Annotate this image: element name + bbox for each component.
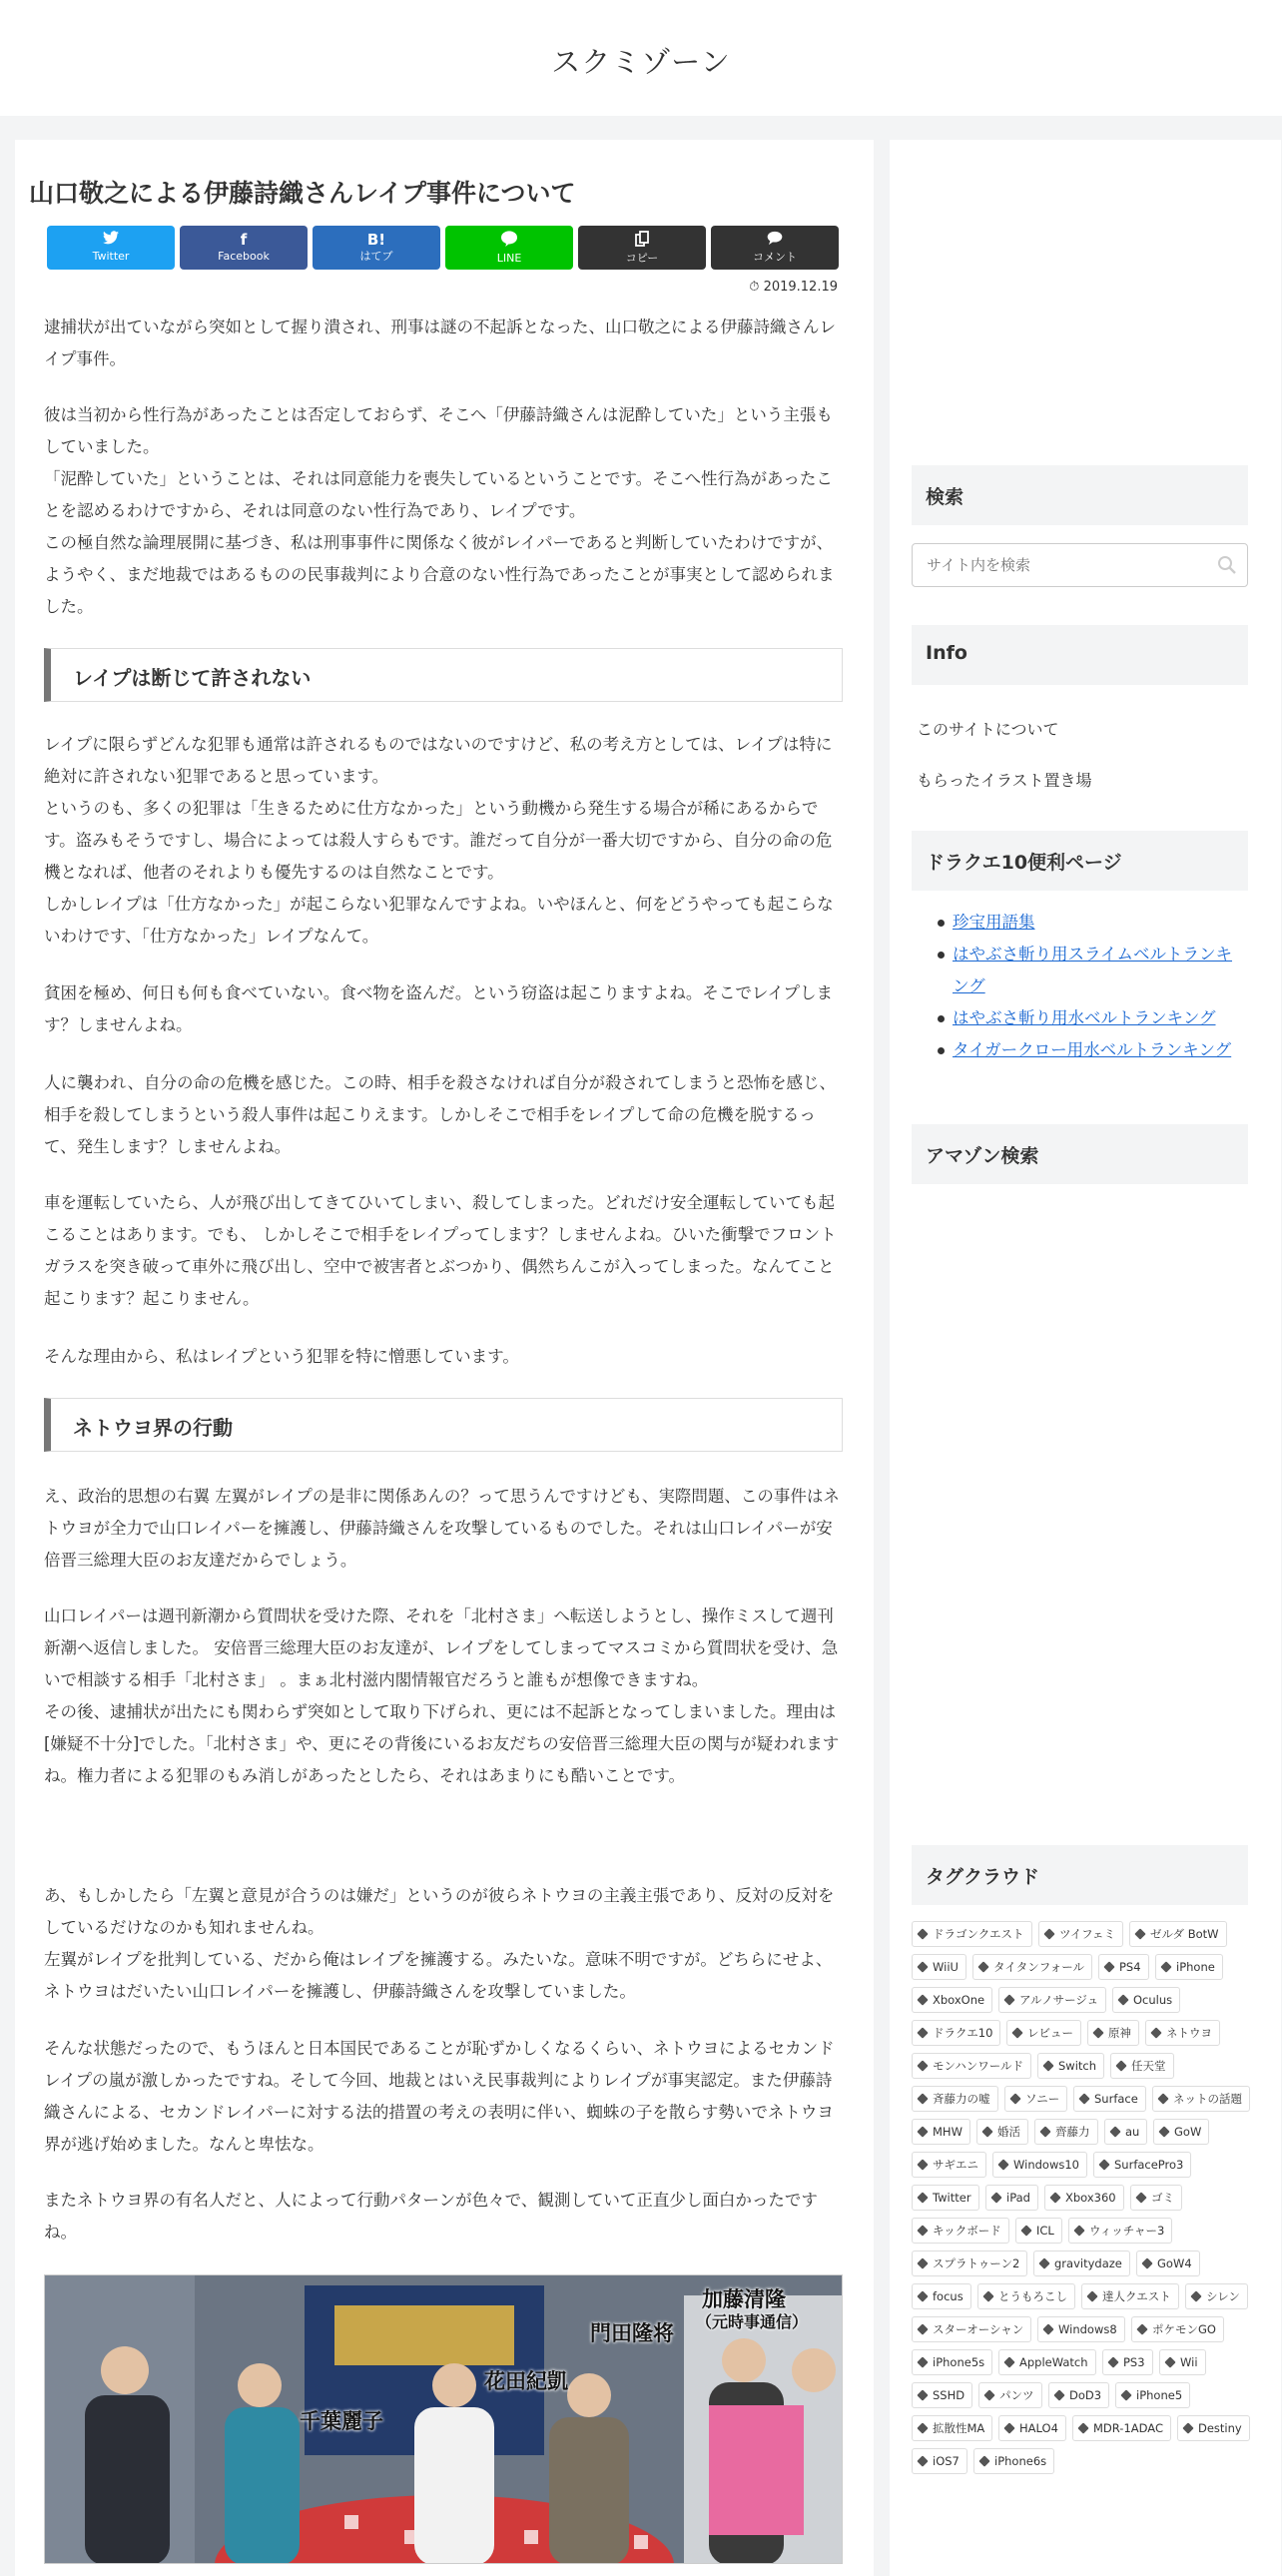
tag-label: WiiU (933, 1960, 959, 1974)
hatena-share-button[interactable] (313, 226, 440, 270)
hatena-bookmark-icon: B! (366, 231, 386, 249)
tag-label: ネットの話題 (1173, 2092, 1242, 2106)
tag-link[interactable] (912, 1987, 992, 2013)
paragraph: またネトウヨ界の有名人だと、人によって行動パターンが色々で、観測していて正直少し面白かったですね。 (44, 2191, 818, 2242)
tag-label: Oculus (1133, 1993, 1173, 2007)
tag-link[interactable] (912, 2448, 967, 2474)
amazon-widget-heading: アマゾン検索 (912, 1124, 1248, 1184)
share-label: コピー (625, 252, 659, 265)
tag-icon (1164, 2356, 1175, 2367)
search-widget-heading: 検索 (912, 465, 1248, 525)
tag-icon (917, 2060, 928, 2071)
twitter-icon (47, 231, 175, 249)
tag-link[interactable] (1044, 2185, 1124, 2211)
info-link-about[interactable]: このサイトについて (917, 720, 1059, 739)
tag-icon (1003, 1994, 1014, 2005)
tag-label: Twitter (933, 2191, 971, 2205)
tag-link[interactable] (1112, 1987, 1180, 2013)
share-label: Facebook (218, 250, 270, 263)
dq10-link[interactable]: タイガークロー用水ベルトランキング (953, 1040, 1232, 1059)
tag-icon (917, 2323, 928, 2334)
share-label: コメント (753, 251, 797, 264)
tag-label: 達人クエスト (1102, 2289, 1171, 2303)
tag-link[interactable] (998, 2415, 1066, 2441)
tag-icon (1043, 1928, 1054, 1939)
tag-link[interactable] (1038, 1921, 1123, 1947)
tag-icon (1182, 2422, 1193, 2433)
tag-icon (917, 2093, 928, 2104)
tag-link[interactable] (1177, 2415, 1250, 2441)
tag-link[interactable] (1037, 2316, 1125, 2342)
tag-icon (997, 2159, 1008, 2170)
tag-link[interactable] (1130, 2185, 1182, 2211)
tag-icon (978, 2455, 989, 2466)
search-input[interactable] (912, 543, 1248, 587)
tag-label: ドラクエ10 (933, 2026, 993, 2040)
tag-link[interactable] (912, 2251, 1027, 2276)
paragraph: 彼は当初から性行為があったことは否定しておらず、そこへ「伊藤詩織さんは泥酔していた」という主張もしていました。 「泥酔していた」ということは、それは同意能力を喪失しているということです。そこへ性行為があったことを認めるわけですから、それは同意のない性行為であり、レイプです。 この極自然な論理展開に基づき、私は刑事事件に関係なく彼がレイパーであると判断していたわけですが、ようやく、まだ地裁ではあるものの民事裁判により合意のない性行為であったことが事実として認められました。 (44, 405, 835, 616)
dq10-link[interactable]: はやぶさ斬り用スライムベルトランキング (953, 945, 1233, 995)
tag-label: ポケモンGO (1152, 2322, 1216, 2336)
tag-label: focus (933, 2289, 963, 2303)
tag-link[interactable] (912, 2185, 979, 2211)
tag-link[interactable] (1153, 2119, 1209, 2145)
tag-link[interactable] (912, 2152, 986, 2178)
caption-kadota: 門田隆将 (590, 2321, 674, 2345)
caption-chiba: 千葉麗子 (300, 2409, 383, 2433)
dq10-link[interactable]: 珍宝用語集 (953, 913, 1035, 932)
tag-label: Xbox360 (1065, 2191, 1116, 2205)
tag-label: 婚活 (997, 2125, 1020, 2139)
tag-label: シレン (1206, 2289, 1240, 2303)
site-header (0, 0, 1282, 116)
dq10-link[interactable]: はやぶさ斬り用水ベルトランキング (953, 1008, 1216, 1027)
tag-label: Switch (1058, 2059, 1097, 2073)
tag-label: iPhone5s (933, 2355, 985, 2369)
tag-link[interactable] (1145, 2020, 1220, 2046)
tag-label: ツイフェミ (1059, 1927, 1116, 1941)
tag-link[interactable] (1155, 1954, 1223, 1980)
tag-link[interactable] (1159, 2349, 1206, 2375)
paragraph: あ、もしかしたら「左翼と意見が合うのは嫌だ」というのが彼らネトウヨの主義主張であり、反対の反対をしているだけなのかも知れませんね。 左翼がレイプを批判している、だから俺はレイプを擁護する。みたいな。意味不明ですが。どちらにせよ、ネトウヨはだいたい山口レイパーを擁護し、伊藤詩織さんを攻撃していました。 (44, 1886, 835, 2001)
tag-label: 任天堂 (1131, 2059, 1166, 2073)
tag-link[interactable] (976, 2119, 1028, 2145)
paragraph: 山口レイパーは週刊新潮から質問状を受けた際、それを「北村さま」へ転送しようとし、操作ミスして週刊新潮へ返信しました。 安倍晋三総理大臣のお友達が、レイプをしてしまってマスコミから質問状を受け、急いで相談する相手「北村さま」 。まぁ北村滋内閣情報官だろうと誰もが想像できますね。 その後、逮捕状が出たにも関わらず突如として取り下げられ、更には不起訴となってしまいました。理由は[嫌疑不十分]でした。「北村さま」や、更にその背後にいるお友だちの安倍晋三総理大臣の関与が疑われますね。権力者による犯罪のもみ消しがあったとしたら、それはあまりにも酷いことです。 (44, 1607, 840, 1785)
tag-icon (1141, 2257, 1152, 2268)
tag-icon (917, 2225, 928, 2236)
tag-link[interactable] (1102, 2349, 1153, 2375)
share-label: Twitter (92, 250, 130, 263)
tag-link[interactable] (1087, 2020, 1139, 2046)
tag-icon (917, 2027, 928, 2038)
tag-label: 齊藤力 (1055, 2125, 1090, 2139)
article-image (44, 2274, 843, 2564)
tag-link[interactable] (1073, 2086, 1146, 2112)
tag-link[interactable] (1006, 2020, 1081, 2046)
tag-link[interactable] (992, 2152, 1087, 2178)
tag-icon (983, 2389, 994, 2400)
tag-link[interactable] (912, 2349, 992, 2375)
tag-label: MDR-1ADAC (1093, 2421, 1163, 2435)
date-text: 2019.12.19 (763, 280, 838, 295)
tag-link[interactable] (1098, 1954, 1149, 1980)
comment-button[interactable] (711, 226, 839, 270)
tag-link[interactable] (1104, 2119, 1147, 2145)
tag-icon (917, 2356, 928, 2367)
tag-link[interactable] (1152, 2086, 1250, 2112)
tag-label: パンツ (999, 2388, 1034, 2402)
tagcloud-widget-heading: タグクラウド (912, 1845, 1248, 1905)
tag-link[interactable] (912, 1954, 966, 1980)
tag-link[interactable] (978, 2382, 1042, 2408)
tag-icon (1098, 2159, 1109, 2170)
tag-label: 拡散性MA (933, 2421, 985, 2435)
tag-link[interactable] (912, 2020, 1000, 2046)
post-title: 山口敬之による伊藤詩織さんレイプ事件について (29, 179, 576, 208)
tag-link[interactable] (912, 2415, 992, 2441)
tag-label: DoD3 (1069, 2388, 1102, 2402)
paragraph: え、政治的思想の右翼 左翼がレイプの是非に関係あんの？って思うんですけども、実際問題、この事件はネトウヨが全力で山口レイパーを擁護し、伊藤詩織さんを攻撃しているものでした。それは山口レイパーが安倍晋三総理大臣のお友達だからでしょう。 (44, 1487, 840, 1570)
share-label: はてブ (359, 250, 393, 263)
tag-label: SurfacePro3 (1114, 2158, 1184, 2172)
tag-icon (1117, 1994, 1128, 2005)
tag-icon (1038, 2257, 1049, 2268)
tag-icon (917, 2159, 928, 2170)
tag-label: ICL (1036, 2224, 1054, 2238)
tag-icon (990, 2192, 1001, 2203)
tag-link[interactable] (912, 1921, 1032, 1947)
tag-link[interactable] (1115, 2382, 1190, 2408)
tag-icon (917, 2290, 928, 2301)
tag-link[interactable] (977, 2283, 1075, 2309)
dq10-widget-heading: ドラクエ10便利ページ (912, 831, 1248, 891)
tag-link[interactable] (912, 2283, 971, 2309)
tag-link[interactable] (985, 2185, 1038, 2211)
list-bullet (938, 920, 945, 927)
tag-link[interactable] (1015, 2218, 1062, 2244)
tag-label: ソニー (1025, 2092, 1060, 2106)
tag-link[interactable] (1033, 2251, 1130, 2276)
tag-label: スプラトゥーン2 (933, 2256, 1020, 2270)
tag-link[interactable] (1110, 2053, 1174, 2079)
tag-icon (1011, 2027, 1022, 2038)
tag-icon (1120, 2389, 1131, 2400)
tag-label: キックボード (933, 2224, 1001, 2238)
tag-link[interactable] (1093, 2152, 1191, 2178)
tag-link[interactable] (972, 1954, 1092, 1980)
tag-label: MHW (933, 2125, 962, 2139)
tag-icon (1003, 2422, 1014, 2433)
tag-icon (917, 2126, 928, 2137)
tag-icon (1086, 2290, 1097, 2301)
tag-label: iPhone5 (1136, 2388, 1183, 2402)
tag-label: 斉藤力の嘘 (933, 2092, 990, 2106)
facebook-icon: f (240, 231, 248, 249)
search-icon[interactable] (1217, 555, 1237, 575)
tag-link[interactable] (1129, 1921, 1227, 1947)
tag-label: タイタンフォール (993, 1960, 1084, 1974)
tag-icon (917, 2422, 928, 2433)
tag-icon (1109, 2126, 1120, 2137)
tag-label: ウィッチャー3 (1089, 2224, 1165, 2238)
tag-label: レビュー (1027, 2026, 1073, 2040)
tag-icon (917, 2389, 928, 2400)
paragraph: 貧困を極め、何日も何も食べていない。食べ物を盗んだ。という窃盗は起こりますよね。そこでレイプします？しませんよね。 (44, 983, 834, 1034)
tag-label: iPhone6s (994, 2454, 1047, 2468)
tag-icon (1053, 2389, 1064, 2400)
clock-icon: ⏱ (749, 280, 760, 295)
twitter-share-button[interactable] (47, 226, 175, 270)
tag-icon (1042, 2323, 1053, 2334)
caption-kato: 加藤清隆 (702, 2287, 786, 2311)
tag-icon (977, 1961, 988, 1972)
paragraph: 人に襲われ、自分の命の危機を感じた。この時、相手を殺さなければ自分が殺されてしまうと恐怖を感じ、相手を殺してしまうという殺人事件は起こりえます。しかしそこで相手をレイプして命の危機を脱するって、発生します？しませんよね。 (44, 1073, 836, 1156)
facebook-share-button[interactable] (180, 226, 308, 270)
tag-link[interactable] (1072, 2415, 1171, 2441)
tag-link[interactable] (1004, 2086, 1067, 2112)
line-share-button[interactable] (445, 226, 573, 270)
tag-label: AppleWatch (1019, 2355, 1088, 2369)
tag-link[interactable] (912, 2119, 970, 2145)
tag-label: Wii (1180, 2355, 1198, 2369)
tag-icon (1073, 2225, 1084, 2236)
tag-label: XboxOne (933, 1993, 985, 2007)
tag-label: 原神 (1108, 2026, 1131, 2040)
tag-label: SSHD (933, 2388, 965, 2402)
tag-icon (917, 1994, 928, 2005)
list-bullet (938, 1047, 945, 1054)
tag-icon (1049, 2192, 1060, 2203)
tag-icon (982, 2290, 993, 2301)
tag-label: とうもろこし (998, 2289, 1067, 2303)
tag-link[interactable] (1081, 2283, 1179, 2309)
tag-icon (1136, 2323, 1147, 2334)
tag-icon (917, 2455, 928, 2466)
section-heading-text: ネトウヨ界の行動 (73, 1416, 233, 1440)
tag-link[interactable] (1131, 2316, 1224, 2342)
tag-link[interactable] (1136, 2251, 1200, 2276)
tag-icon (917, 2257, 928, 2268)
tag-icon (1039, 2126, 1050, 2137)
tag-link[interactable] (912, 2086, 998, 2112)
tag-link[interactable] (912, 2053, 1031, 2079)
tag-label: Windows8 (1058, 2322, 1117, 2336)
tag-label: HALO4 (1019, 2421, 1058, 2435)
tag-link[interactable] (1068, 2218, 1172, 2244)
tag-icon (1042, 2060, 1053, 2071)
tag-label: ゼルダ BotW (1150, 1927, 1219, 1941)
tag-icon (1158, 2126, 1169, 2137)
section-heading (44, 1398, 843, 1452)
tag-label: ゴミ (1151, 2191, 1174, 2205)
tag-label: gravitydaze (1054, 2256, 1122, 2270)
tag-icon (1135, 2192, 1146, 2203)
copy-button[interactable] (578, 226, 706, 270)
tag-icon (1009, 2093, 1020, 2104)
list-bullet (938, 952, 945, 959)
tag-link[interactable] (1185, 2283, 1248, 2309)
share-label: LINE (496, 252, 522, 265)
tag-label: Windows10 (1013, 2158, 1079, 2172)
post-date (749, 280, 838, 295)
tag-icon (1003, 2356, 1014, 2367)
paragraph: そんな理由から、私はレイプという犯罪を特に憎悪しています。 (44, 1347, 519, 1366)
tag-icon (1160, 1961, 1171, 1972)
tag-link[interactable] (1034, 2119, 1098, 2145)
tag-link[interactable] (998, 2349, 1096, 2375)
tag-icon (1134, 1928, 1145, 1939)
tag-icon (917, 2192, 928, 2203)
tag-icon (1115, 2060, 1126, 2071)
tag-link[interactable] (912, 2316, 1031, 2342)
tag-label: Destiny (1198, 2421, 1242, 2435)
paragraph: レイプに限らずどんな犯罪も通常は許されるものではないのですけど、私の考え方としては、レイプは特に絶対に許されない犯罪であると思っています。 というのも、多くの犯罪は「生きるために仕方なかった」という動機から発生する場合が稀にあるからです。盗みもそうですし、場合によっては殺人すらもです。誰だって自分が一番大切ですから、自分の命の危機となれば、他者のそれよりも優先するのは自然なことです。 しかしレイプは「仕方なかった」が起こらない犯罪なんですよね。いやほんと、何をどうやっても起こらないわけです、「仕方なかった」レイプなんて。 (44, 735, 834, 946)
tag-label: ネトウヨ (1166, 2026, 1212, 2040)
tag-link[interactable] (1037, 2053, 1104, 2079)
paragraph: そんな状態だったので、もうほんと日本国民であることが恥ずかしくなるくらい、ネトウヨによるセカンドレイプの嵐が激しかったですね。そして今回、地裁とはいえ民事裁判によりレイプが事実認定。また伊藤詩織さんによる、セカンドレイパーに対する法的措置の考えの表明に伴い、蜘蛛の子を散らす勢いでネトウヨ界が逃げ始めました。なんと卑怯な。 (44, 2039, 835, 2154)
tag-label: GoW (1174, 2125, 1202, 2139)
tag-icon (1190, 2290, 1201, 2301)
tag-label: Surface (1094, 2092, 1138, 2106)
caption-hanada: 花田紀凱 (484, 2369, 568, 2393)
tag-label: PS4 (1119, 1960, 1141, 1974)
tag-label: iOS7 (933, 2454, 960, 2468)
line-icon (445, 231, 573, 251)
tag-icon (1092, 2027, 1103, 2038)
tag-icon (1078, 2093, 1089, 2104)
paragraph: 逮捕状が出ていながら突如として握り潰され、刑事は謎の不起訴となった、山口敬之による伊藤詩織さんレイプ事件。 (44, 318, 836, 368)
tag-icon (1103, 1961, 1114, 1972)
tag-label: GoW4 (1157, 2256, 1192, 2270)
tag-icon (1157, 2093, 1168, 2104)
tag-link[interactable] (973, 2448, 1054, 2474)
tag-icon (981, 2126, 992, 2137)
paragraph: 車を運転していたら、人が飛び出してきてひいてしまい、殺してしまった。どれだけ安全運転していても起こることはあります。でも、 しかしそこで相手をレイプってします？しませんよね。ひいた衝撃でフロントガラスを突き破って車外に飛び出し、空中で被害者とぶつかり、偶然ちんこが入ってしまった。なんてこと起こります？起こりません。 (44, 1193, 837, 1308)
tag-label: au (1125, 2125, 1140, 2139)
list-bullet (938, 1015, 945, 1022)
tag-icon (1077, 2422, 1088, 2433)
copy-icon (578, 231, 706, 251)
tag-label: スターオーシャン (933, 2322, 1024, 2336)
caption-kato-sub: （元時事通信） (696, 2312, 809, 2331)
tag-label: iPad (1006, 2191, 1030, 2205)
tag-label: PS3 (1123, 2355, 1145, 2369)
tag-icon (1107, 2356, 1118, 2367)
tag-icon (917, 1961, 928, 1972)
tag-icon (1150, 2027, 1161, 2038)
tag-link[interactable] (912, 2382, 972, 2408)
section-heading (44, 648, 843, 702)
tag-icon (1020, 2225, 1031, 2236)
tag-label: モンハンワールド (933, 2059, 1023, 2073)
tag-link[interactable] (1048, 2382, 1109, 2408)
site-title[interactable]: スクミゾーン (551, 45, 731, 79)
info-widget-heading: Info (912, 625, 1248, 685)
tag-link[interactable] (998, 1987, 1106, 2013)
info-link-illustrations[interactable]: もらったイラスト置き場 (917, 771, 1092, 790)
tag-link[interactable] (912, 2218, 1009, 2244)
tag-label: アルノサージュ (1019, 1993, 1099, 2007)
tag-label: サギエニ (933, 2158, 978, 2172)
tag-label: iPhone (1176, 1960, 1215, 1974)
tag-label: ドラゴンクエスト (933, 1927, 1024, 1941)
tag-icon (917, 1928, 928, 1939)
comment-icon (711, 231, 839, 250)
section-heading-text: レイプは断じて許されない (73, 666, 312, 690)
